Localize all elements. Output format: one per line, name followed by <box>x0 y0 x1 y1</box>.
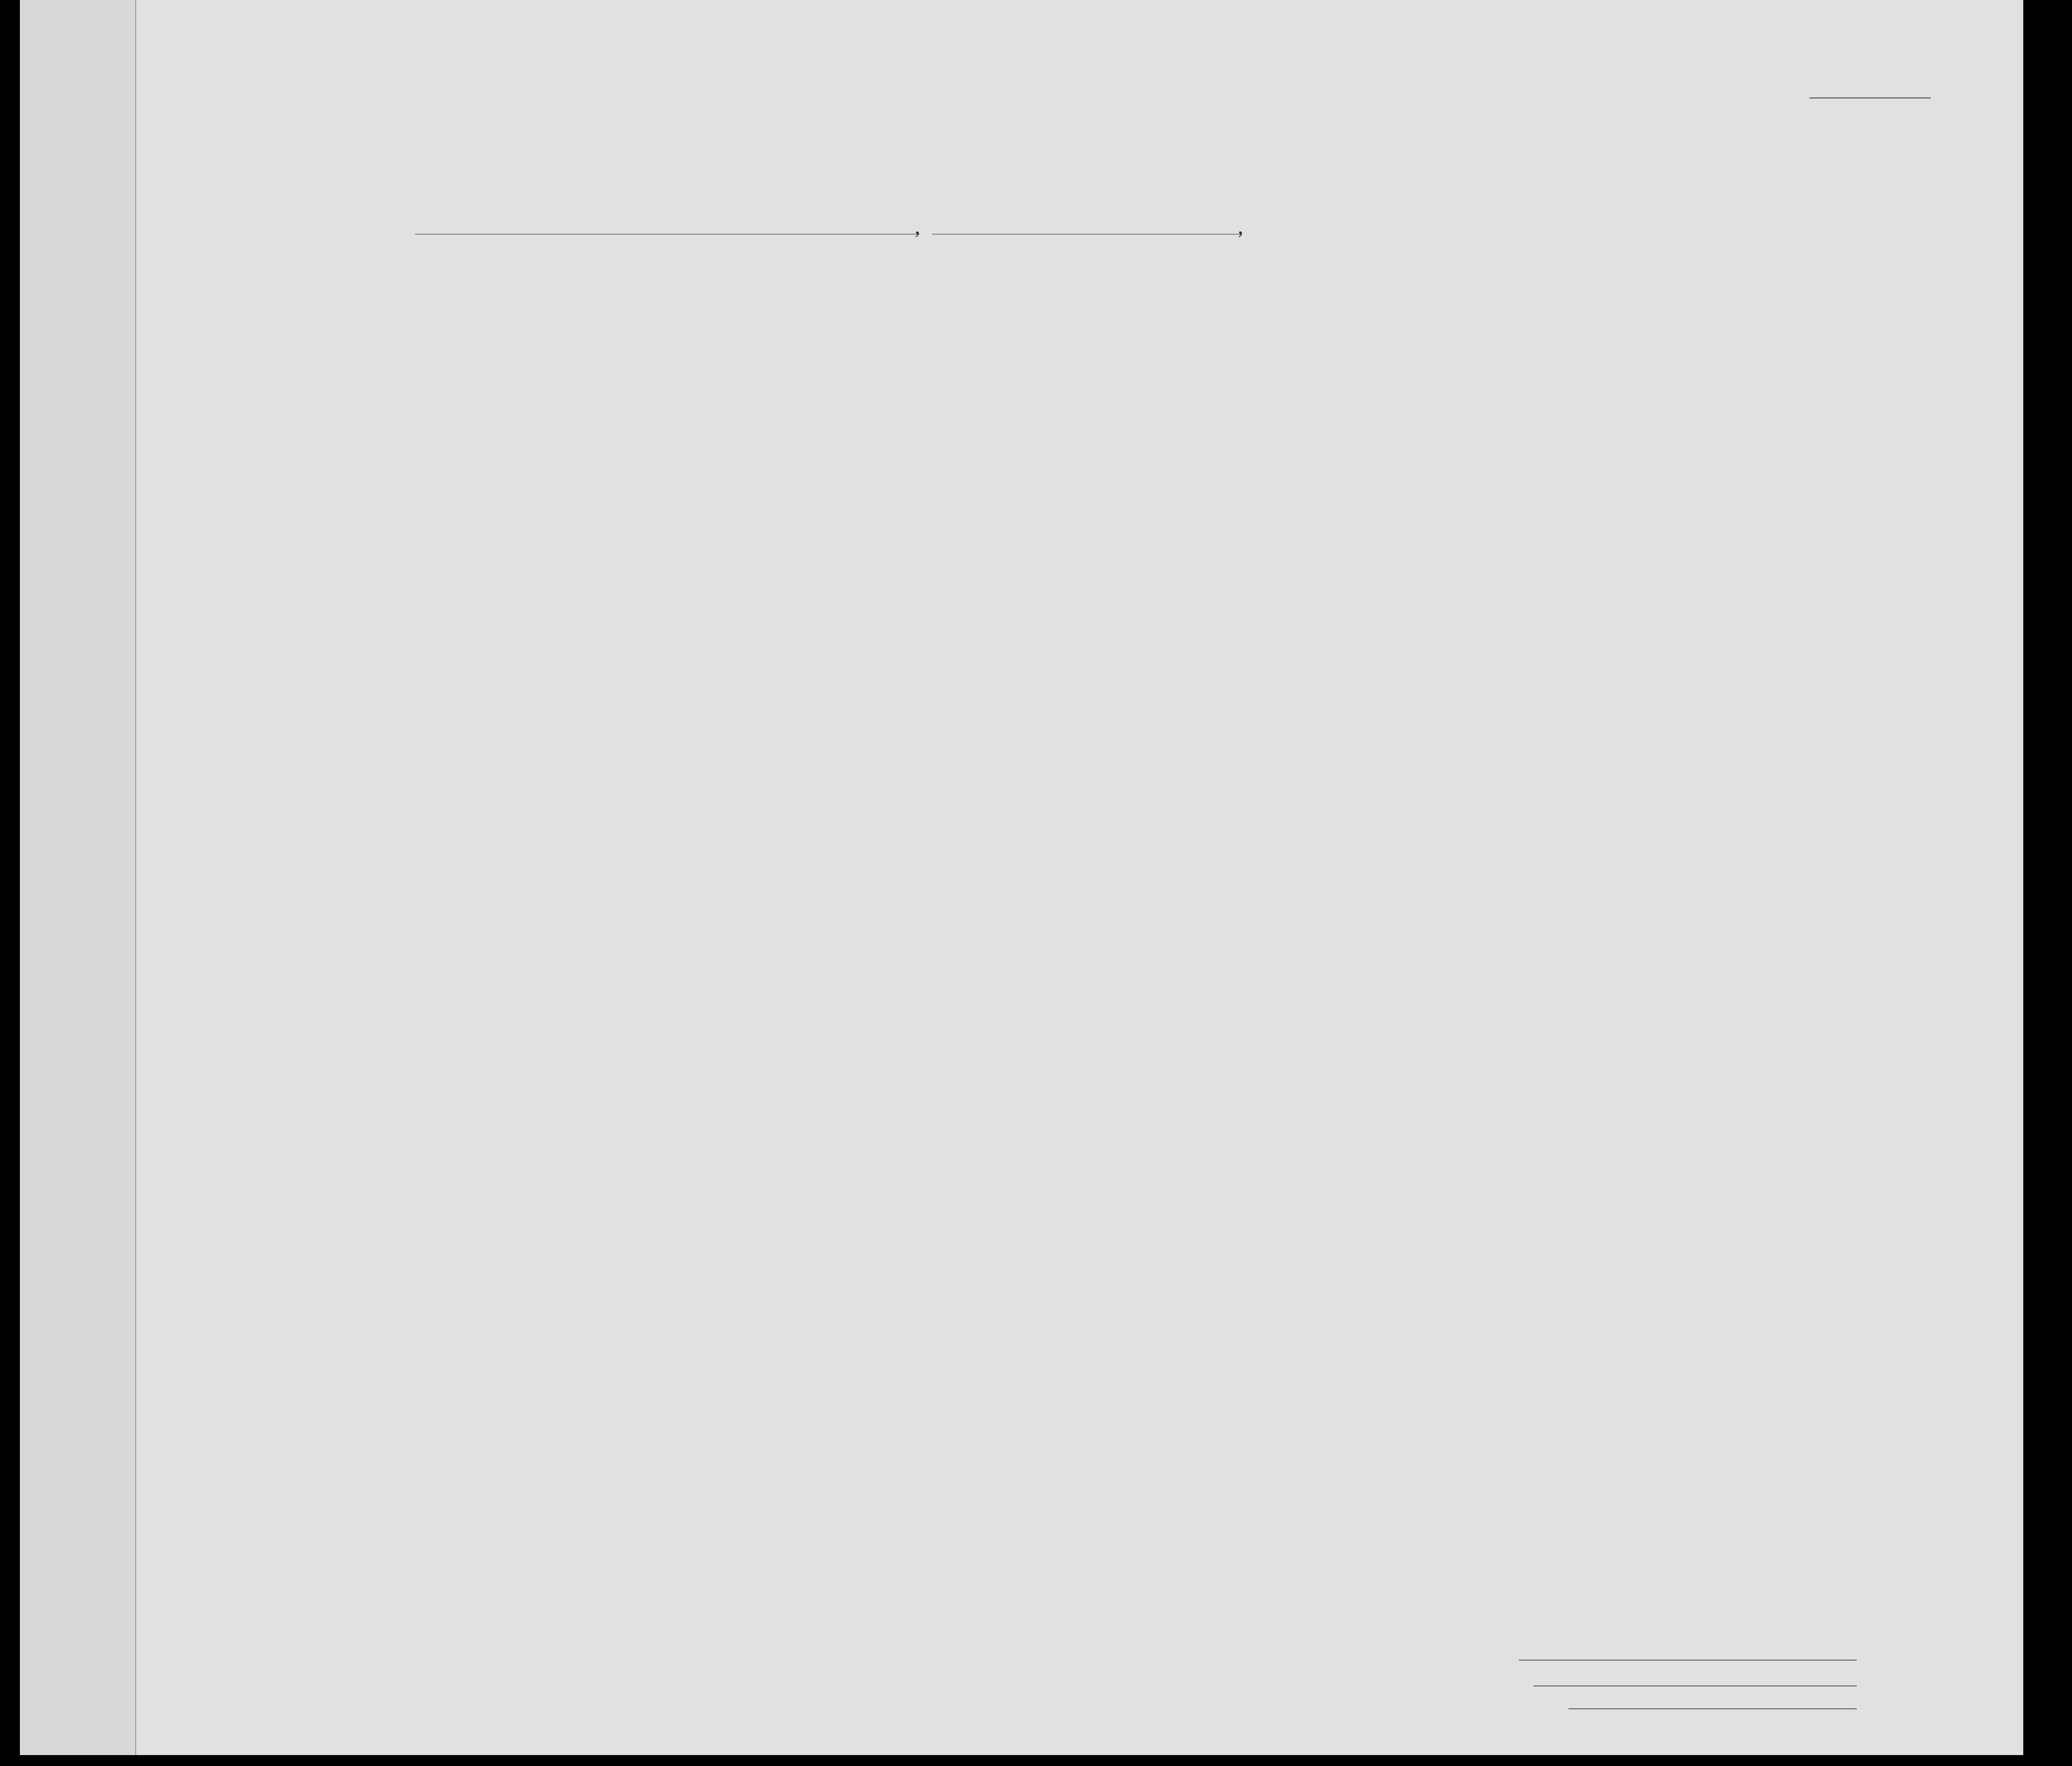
owners-underline <box>1534 1685 1857 1686</box>
comma-1: , <box>915 214 920 239</box>
list-underline <box>1810 97 1931 98</box>
comma-2: , <box>1238 214 1243 239</box>
previous-page-strip <box>20 0 136 1755</box>
line-underline <box>1519 1660 1857 1661</box>
agents-underline <box>1568 1708 1857 1709</box>
manifest-sheet <box>20 0 2023 1755</box>
port-underline <box>415 234 920 235</box>
date-underline <box>932 234 1240 235</box>
